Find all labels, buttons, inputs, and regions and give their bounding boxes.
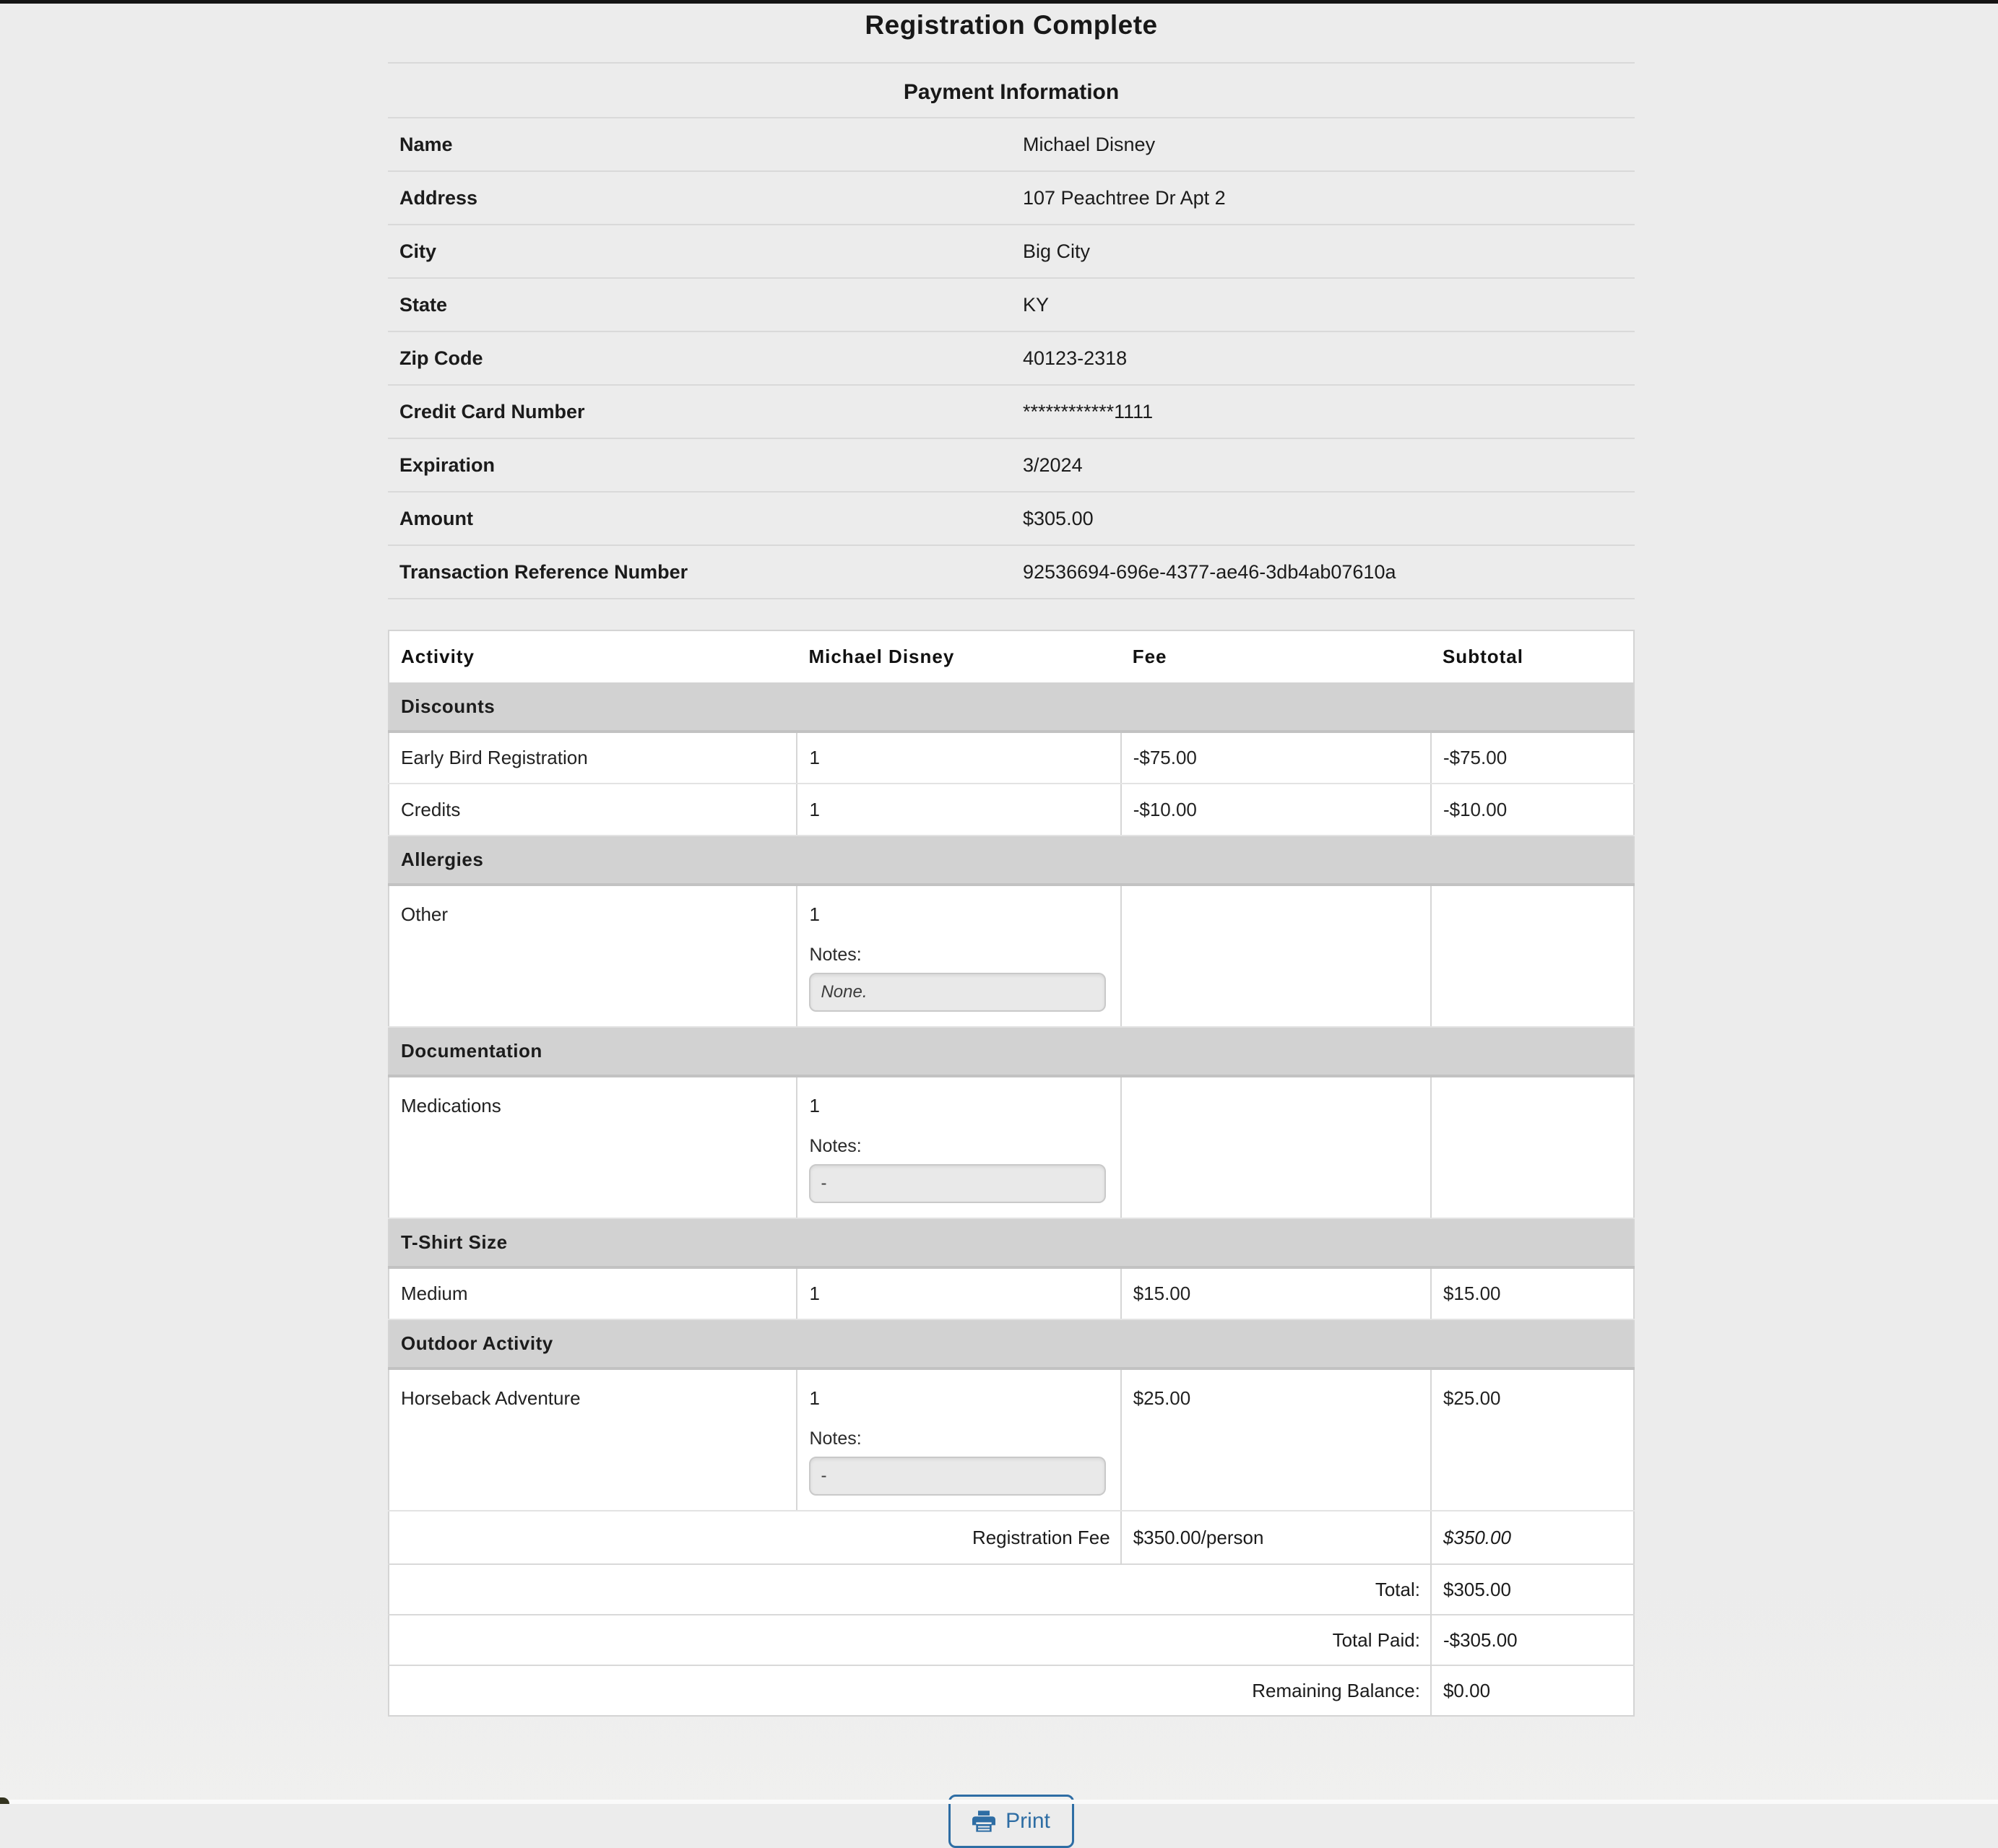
bottom-left-overlay-corner: [0, 1797, 9, 1804]
activity-fee: [1121, 1076, 1431, 1218]
table-row: [389, 1267, 1634, 1319]
activity-name: Credits: [389, 784, 797, 836]
activity-name: Horseback Adventure: [389, 1368, 797, 1511]
payment-row-value: ************1111: [1011, 385, 1635, 438]
activity-name: Medications: [389, 1076, 797, 1218]
total-paid-value: -$305.00: [1431, 1615, 1634, 1665]
activity-subtotal: $15.00: [1431, 1267, 1634, 1319]
column-header-fee: Fee: [1132, 646, 1167, 667]
title-divider: [388, 62, 1635, 64]
activity-subtotal: [1431, 1076, 1634, 1218]
activity-qty: 1: [797, 1267, 1120, 1319]
activity-subtotal: $25.00: [1431, 1368, 1634, 1511]
remaining-balance-value: $0.00: [1431, 1665, 1634, 1716]
section-header-outdoor-activity: Outdoor Activity: [389, 1319, 1634, 1368]
table-row: [388, 438, 1635, 492]
activity-fee: -$75.00: [1121, 732, 1431, 784]
total-label: Total:: [389, 1564, 1431, 1615]
table-row: [388, 545, 1635, 599]
remaining-balance-row: [389, 1665, 1634, 1716]
payment-row-value: Michael Disney: [1011, 118, 1635, 171]
total-paid-label: Total Paid:: [389, 1615, 1431, 1665]
page-title: Registration Complete: [865, 10, 1158, 40]
activity-name: Medium: [389, 1267, 797, 1319]
section-header-documentation: Documentation: [389, 1027, 1634, 1076]
printer-icon: [972, 1810, 995, 1832]
table-row: [389, 732, 1634, 784]
column-header-subtotal: Subtotal: [1442, 646, 1523, 667]
table-row: [388, 331, 1635, 385]
payment-row-value: 40123-2318: [1011, 331, 1635, 385]
registration-fee-rate: $350.00/person: [1121, 1511, 1431, 1564]
table-row: [389, 784, 1634, 836]
activity-qty: 1: [809, 1387, 820, 1409]
notes-label: Notes:: [809, 1428, 862, 1449]
notes-input[interactable]: None.: [809, 973, 1105, 1012]
activity-subtotal: -$10.00: [1431, 784, 1634, 836]
table-row: [388, 278, 1635, 331]
registration-fee-subtotal: $350.00: [1431, 1511, 1634, 1564]
table-row: [388, 225, 1635, 278]
activity-fee: -$10.00: [1121, 784, 1431, 836]
activity-qty: 1: [797, 732, 1120, 784]
total-row: [389, 1564, 1634, 1615]
column-header-activity: Activity: [401, 646, 475, 667]
activity-qty: 1: [809, 903, 820, 925]
payment-row-value: 107 Peachtree Dr Apt 2: [1011, 171, 1635, 225]
table-row: [388, 171, 1635, 225]
table-row: [389, 885, 1634, 1027]
window-top-bar: [0, 0, 1998, 4]
page-bottom-strip: [0, 1800, 1998, 1804]
payment-row-label: Amount: [388, 492, 1011, 545]
table-row: [388, 385, 1635, 438]
payment-row-value: 92536694-696e-4377-ae46-3db4ab07610a: [1011, 545, 1635, 599]
table-row: [388, 118, 1635, 171]
table-row: [389, 1368, 1634, 1511]
section-header-discounts: Discounts: [389, 682, 1634, 732]
activity-name: Other: [389, 885, 797, 1027]
activity-qty: 1: [797, 784, 1120, 836]
payment-row-label: Address: [388, 171, 1011, 225]
activity-subtotal: -$75.00: [1431, 732, 1634, 784]
notes-label: Notes:: [809, 945, 862, 965]
payment-row-label: Name: [388, 118, 1011, 171]
table-row: [388, 492, 1635, 545]
notes-label: Notes:: [809, 1136, 862, 1156]
payment-row-label: Zip Code: [388, 331, 1011, 385]
section-header-tshirt-size: T-Shirt Size: [389, 1218, 1634, 1267]
activity-subtotal: [1431, 885, 1634, 1027]
payment-row-label: Expiration: [388, 438, 1011, 492]
payment-information-heading: Payment Information: [903, 80, 1120, 104]
column-header-person: Michael Disney: [808, 646, 955, 667]
registration-fee-row: [389, 1511, 1634, 1564]
remaining-balance-label: Remaining Balance:: [389, 1665, 1431, 1716]
payment-row-value: KY: [1011, 278, 1635, 331]
section-header-allergies: Allergies: [389, 836, 1634, 885]
activity-summary-table: [388, 630, 1635, 1717]
table-header-row: [389, 630, 1634, 682]
table-row: [389, 1076, 1634, 1218]
payment-row-value: $305.00: [1011, 492, 1635, 545]
activity-fee: $15.00: [1121, 1267, 1431, 1319]
notes-input[interactable]: -: [809, 1457, 1105, 1496]
activity-qty: 1: [809, 1095, 820, 1116]
registration-complete-page: [388, 6, 1635, 1848]
payment-row-label: Credit Card Number: [388, 385, 1011, 438]
total-value: $305.00: [1431, 1564, 1634, 1615]
payment-row-label: State: [388, 278, 1011, 331]
registration-fee-label: Registration Fee: [389, 1511, 1121, 1564]
activity-name: Early Bird Registration: [389, 732, 797, 784]
payment-row-value: 3/2024: [1011, 438, 1635, 492]
notes-input[interactable]: -: [809, 1164, 1105, 1203]
print-button-label: Print: [1006, 1809, 1050, 1833]
activity-fee: [1121, 885, 1431, 1027]
payment-information-table: [388, 117, 1635, 599]
total-paid-row: [389, 1615, 1634, 1665]
activity-fee: $25.00: [1121, 1368, 1431, 1511]
payment-row-label: Transaction Reference Number: [388, 545, 1011, 599]
payment-row-label: City: [388, 225, 1011, 278]
payment-row-value: Big City: [1011, 225, 1635, 278]
